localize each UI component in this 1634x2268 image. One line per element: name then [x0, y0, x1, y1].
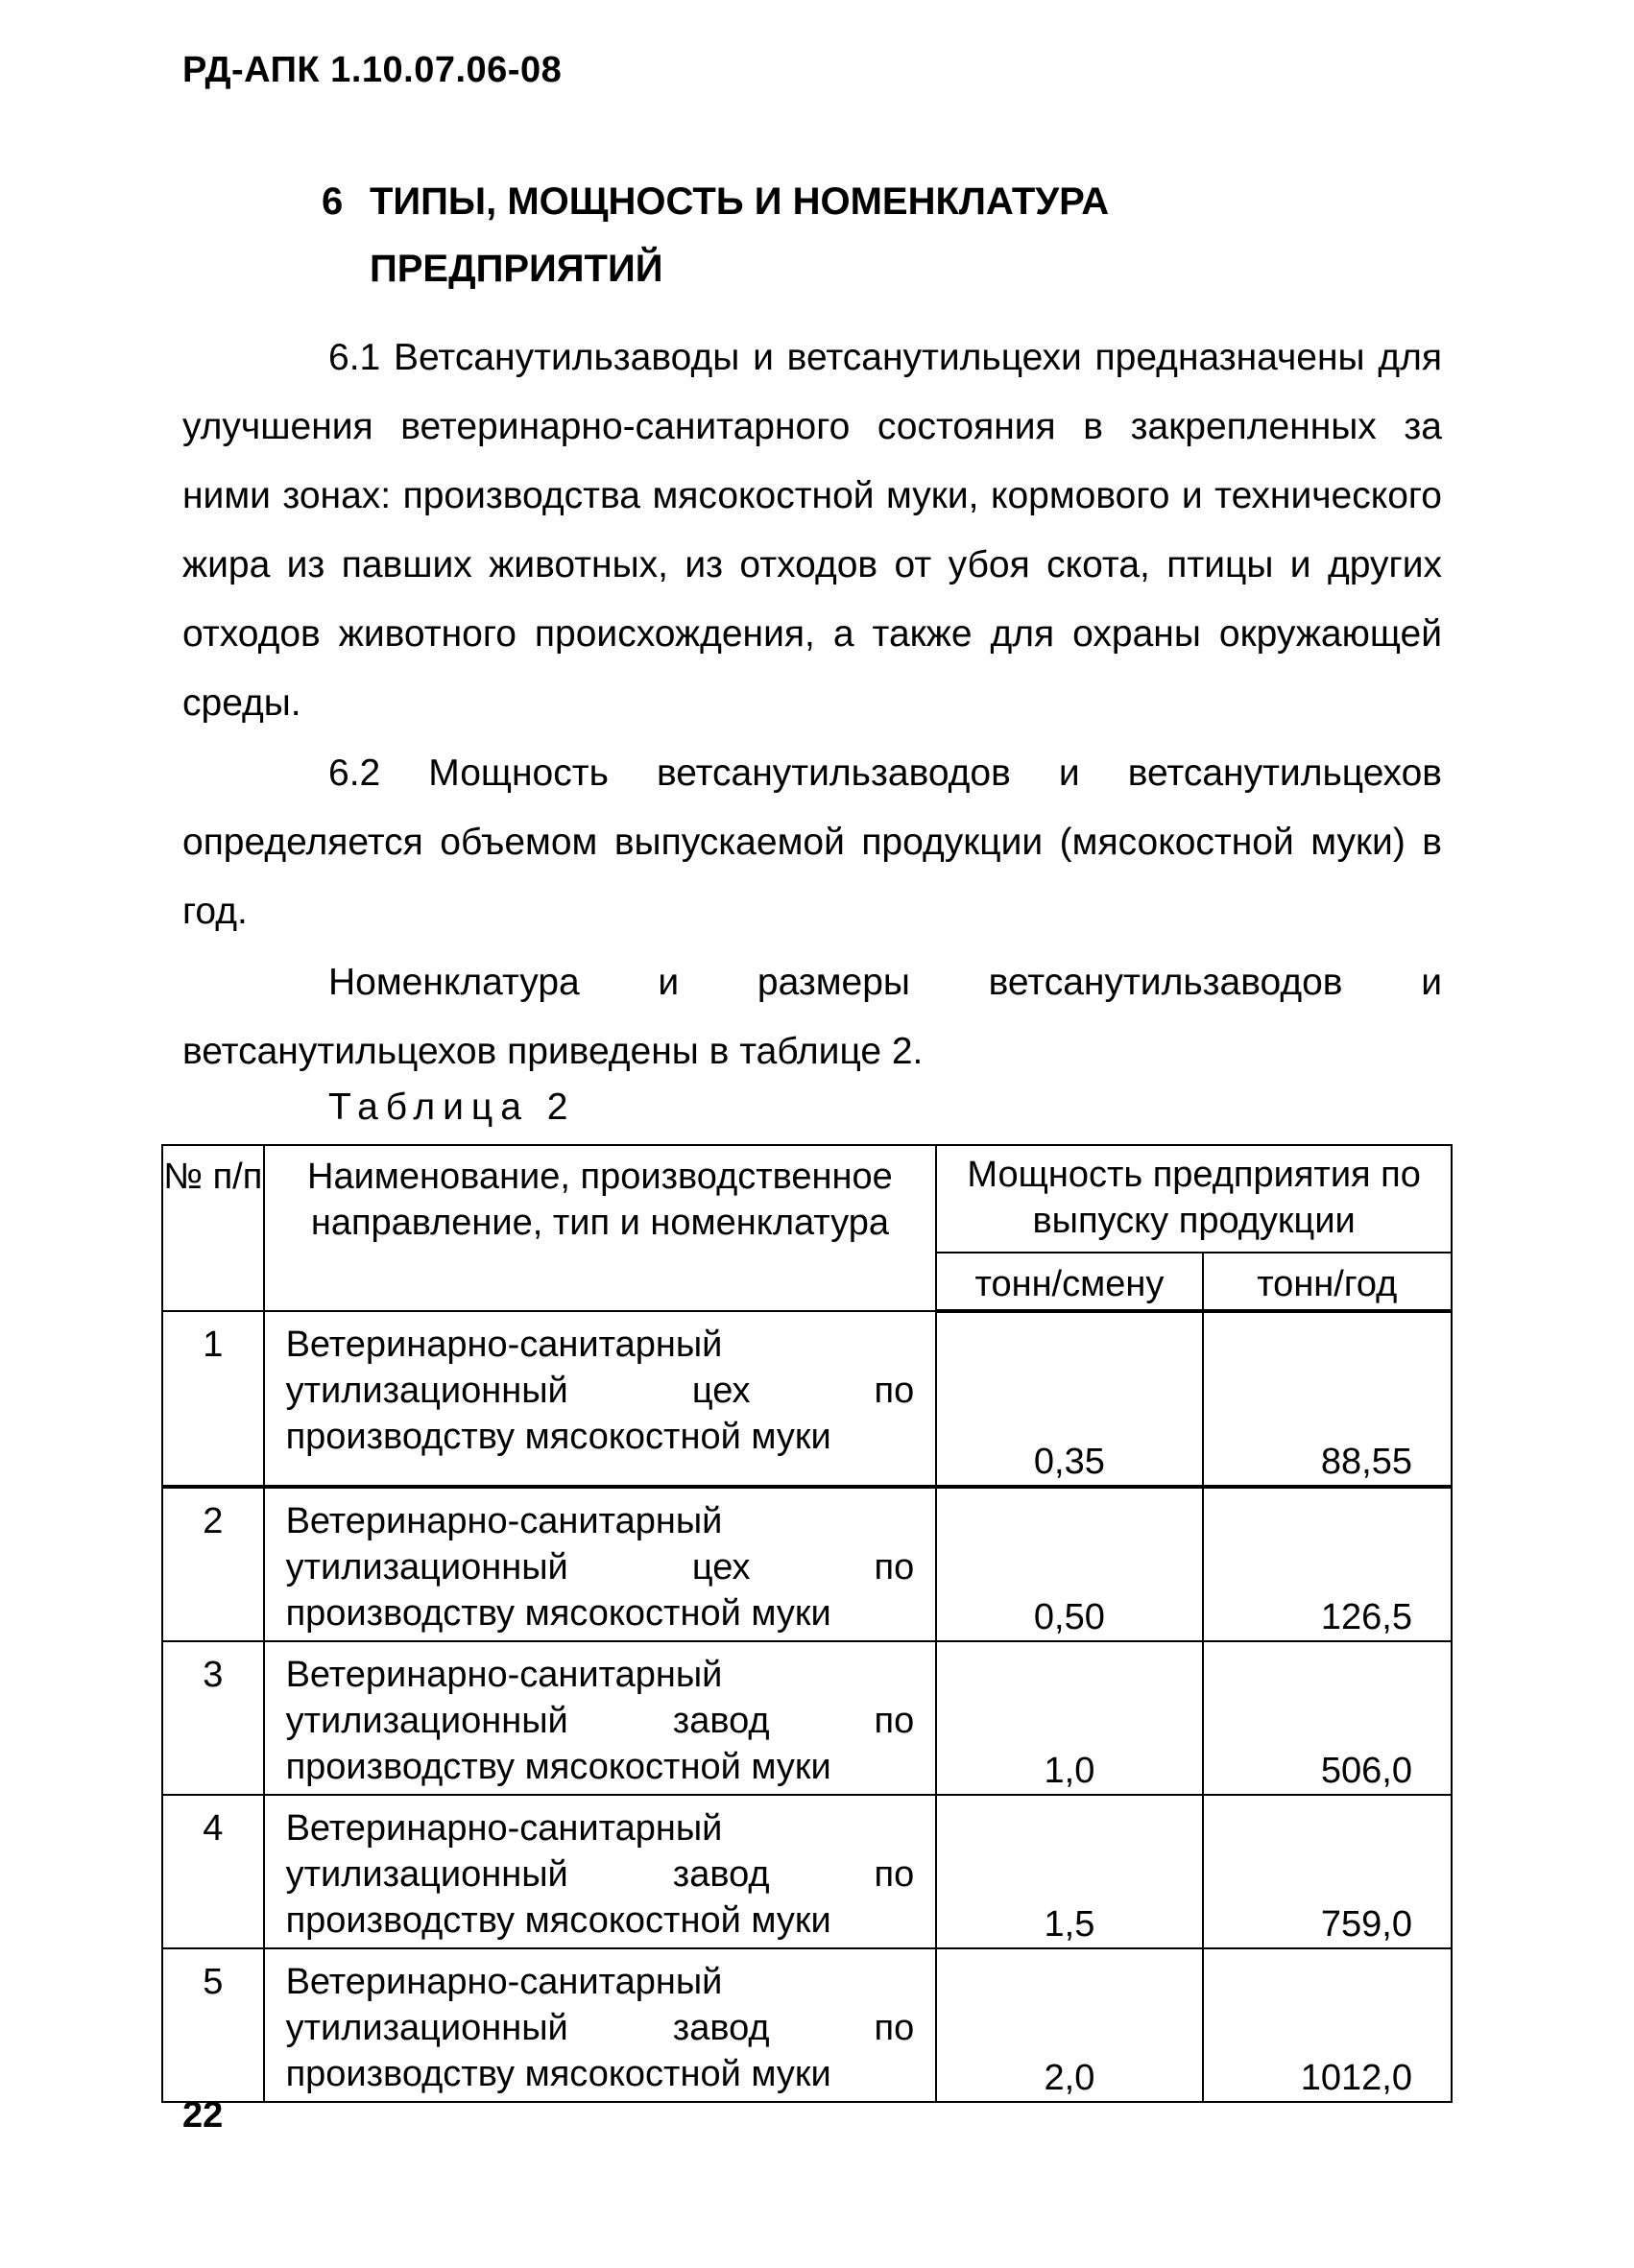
nomenclature-table [161, 1144, 1453, 2103]
row-name: Ветеринарно-санитарный утилизационный завод по производству мясокостной муки [264, 1948, 937, 2102]
row-number: 4 [162, 1795, 264, 1948]
table-row [162, 1948, 1452, 2102]
row-per-year: 759,0 [1203, 1795, 1452, 1948]
section-number: 6 [322, 180, 344, 223]
row-per-shift: 2,0 [936, 1948, 1202, 2102]
header-per-shift: тонн/смену [936, 1253, 1202, 1311]
table-row [162, 1641, 1452, 1795]
header-power: Мощность предприятия по выпуску продукции [936, 1145, 1452, 1253]
header-number: № п/п [162, 1145, 264, 1311]
row-name: Ветеринарно-санитарный утилизационный цех по производству мясокостной муки [264, 1311, 937, 1487]
row-number: 5 [162, 1948, 264, 2102]
row-per-shift: 0,35 [936, 1311, 1202, 1487]
row-per-year: 126,5 [1203, 1487, 1452, 1641]
row-name: Ветеринарно-санитарный утилизационный завод по производству мясокостной муки [264, 1795, 937, 1948]
row-per-year: 506,0 [1203, 1641, 1452, 1795]
row-per-year: 88,55 [1203, 1311, 1452, 1487]
table-row [162, 1311, 1452, 1487]
row-name: Ветеринарно-санитарный утилизационный цех по производству мясокостной муки [264, 1487, 937, 1641]
paragraph-6-2: 6.2 Мощность ветсанутильзаводов и ветсанутильцехов определяется объемом выпускаемой продукции (мясокостной муки) в год. [182, 752, 1442, 932]
row-number: 1 [162, 1311, 264, 1487]
table-row [162, 1487, 1452, 1641]
section-title-line1: ТИПЫ, МОЩНОСТЬ И НОМЕНКЛАТУРА [370, 180, 1110, 223]
paragraph-6-1: 6.1 Ветсанутильзаводы и ветсанутильцехи предназначены для улучшения ветеринарно-санитарного состояния в закрепленных за ними зонах: производства мясокостной муки, кормового и технического жира из павших животных, из отходов от убоя скота, птицы и других отходов животного происхождения, а также для охраны окружающей среды. [182, 337, 1442, 724]
header-per-year: тонн/год [1203, 1253, 1452, 1311]
header-name: Наименование, производственное направление, тип и номенклатура [264, 1145, 937, 1311]
row-number: 3 [162, 1641, 264, 1795]
row-per-year: 1012,0 [1203, 1948, 1452, 2102]
document-code: РД-АПК 1.10.07.06-08 [182, 50, 563, 90]
paragraph-nomenclature: Номенклатура и размеры ветсанутильзаводов и ветсанутильцехов приведены в таблице 2. [182, 962, 1442, 1072]
section-title-line2: ПРЕДПРИЯТИЙ [370, 248, 663, 290]
table-caption: Таблица 2 [328, 1086, 576, 1128]
page-number: 22 [182, 2095, 224, 2136]
row-per-shift: 0,50 [936, 1487, 1202, 1641]
row-per-shift: 1,5 [936, 1795, 1202, 1948]
table-row [162, 1795, 1452, 1948]
row-name: Ветеринарно-санитарный утилизационный завод по производству мясокостной муки [264, 1641, 937, 1795]
row-per-shift: 1,0 [936, 1641, 1202, 1795]
row-number: 2 [162, 1487, 264, 1641]
section-heading [322, 168, 1109, 302]
